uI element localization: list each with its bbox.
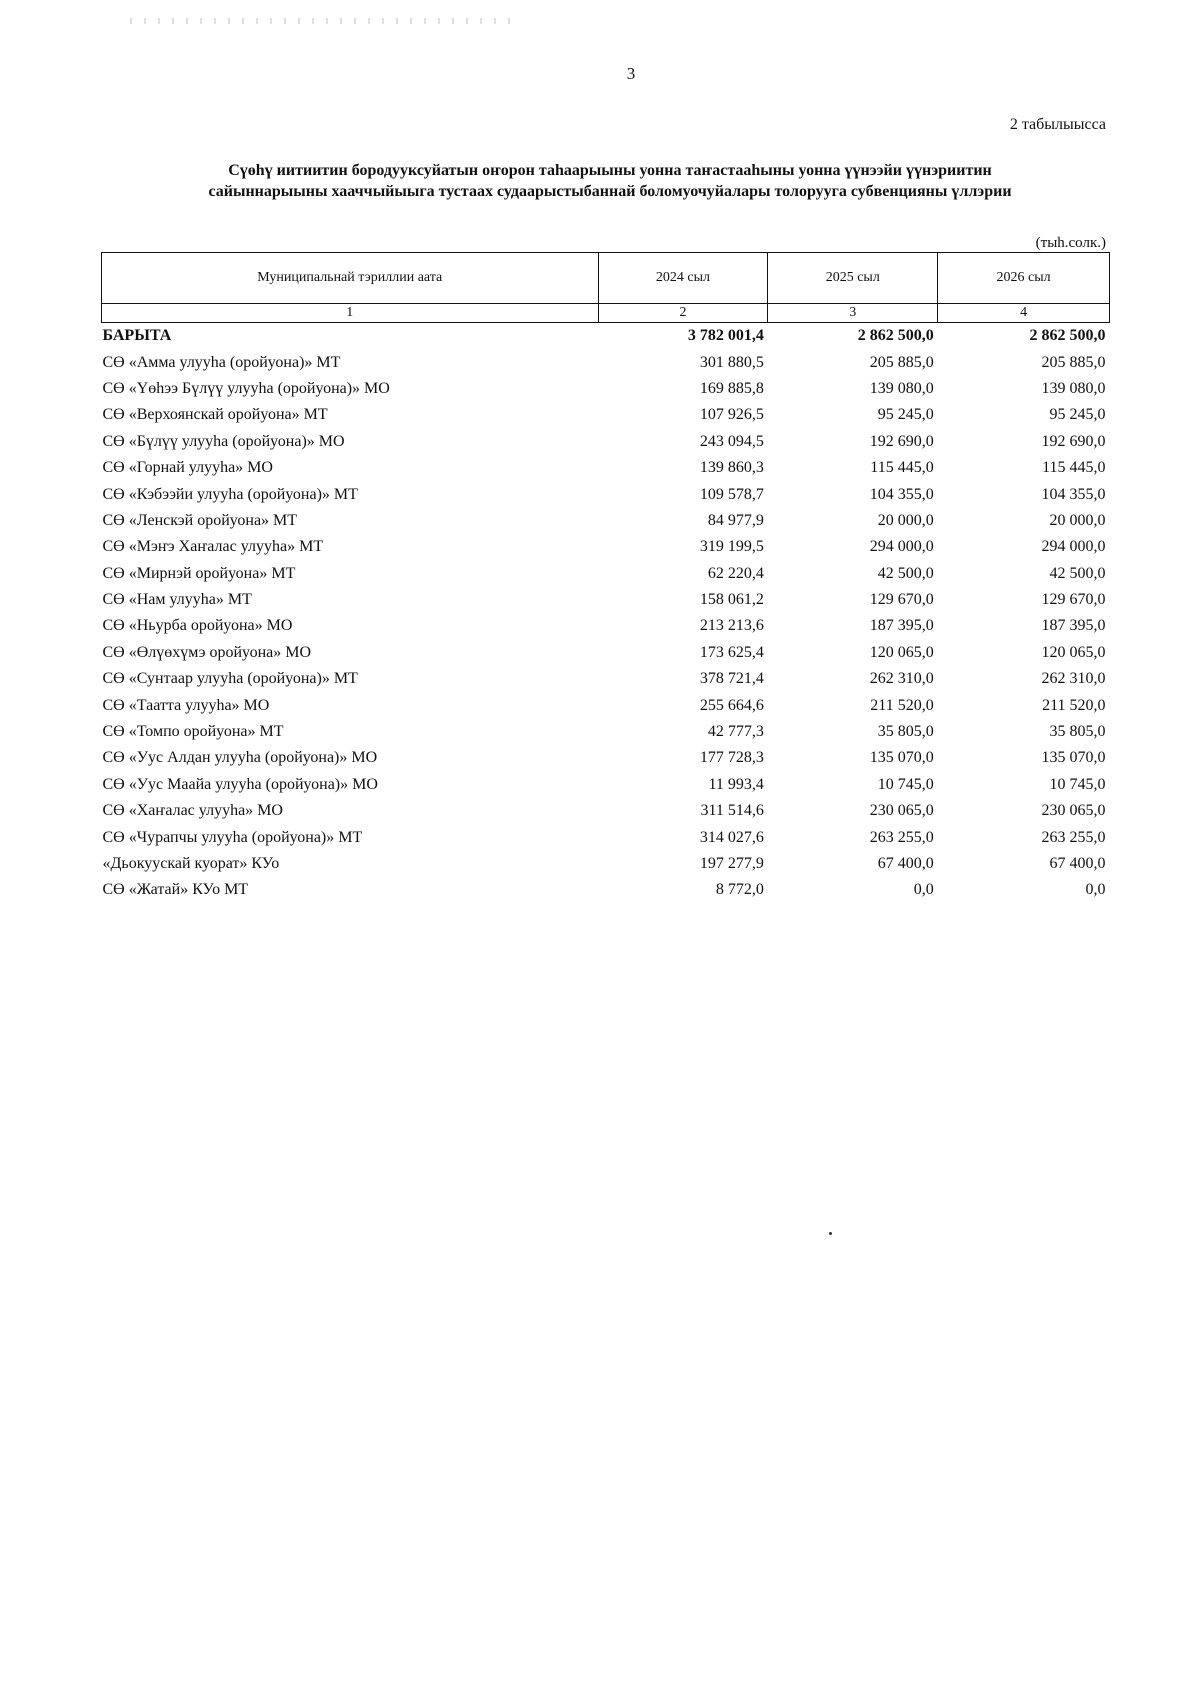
table-body [102, 323, 1110, 904]
value-2025: 0,0 [913, 881, 934, 899]
table-row [102, 402, 1110, 428]
value-2024: 197 277,9 [699, 855, 764, 872]
table-header-row [102, 253, 1110, 304]
value-2025: 192 690,0 [869, 432, 934, 450]
value-2026: 35 805,0 [1049, 723, 1106, 741]
municipality-name: СӨ «Таатта улууһа» МО [102, 696, 270, 714]
value-2026: 120 065,0 [1041, 643, 1106, 661]
value-2026: 20 000,0 [1049, 511, 1106, 529]
value-2025: 263 255,0 [869, 828, 934, 846]
value-2025: 187 395,0 [869, 617, 934, 635]
value-2026: 129 670,0 [1041, 591, 1106, 609]
total-2026: 2 862 500,0 [1029, 327, 1106, 345]
value-2025: 230 065,0 [869, 802, 934, 820]
value-2026: 0,0 [1085, 881, 1106, 899]
value-2025: 67 400,0 [877, 855, 934, 872]
value-2024: 109 578,7 [699, 485, 764, 503]
column-number: 1 [102, 304, 599, 323]
scan-artifact-dots [130, 18, 510, 24]
value-2026: 10 745,0 [1049, 775, 1106, 793]
total-2024: 3 782 001,4 [687, 327, 764, 345]
value-2026: 294 000,0 [1041, 538, 1106, 556]
municipality-name: СӨ «Томпо оройуона» МТ [102, 723, 284, 741]
table-row [102, 666, 1110, 692]
municipality-name: СӨ «Уус Алдан улууһа (оройуона)» МО [102, 749, 378, 767]
table-row [102, 429, 1110, 455]
value-2024: 301 880,5 [699, 353, 764, 371]
table-row [102, 481, 1110, 507]
value-2025: 129 670,0 [869, 591, 934, 609]
value-2025: 205 885,0 [869, 353, 934, 371]
total-label: БАРЫТА [102, 327, 172, 345]
table-row [102, 877, 1110, 903]
municipality-name: СӨ «Хаҥалас улууһа» МО [102, 802, 283, 820]
value-2024: 314 027,6 [699, 828, 764, 846]
scan-artifact-mark [829, 1232, 832, 1235]
value-2024: 311 514,6 [700, 802, 764, 820]
value-2025: 104 355,0 [869, 485, 934, 503]
column-number: 4 [938, 304, 1110, 323]
column-number: 3 [768, 304, 938, 323]
value-2024: 107 926,5 [699, 406, 764, 424]
value-2024: 243 094,5 [699, 432, 764, 450]
municipality-name: СӨ «Сунтаар улууһа (оройуона)» МТ [102, 670, 358, 688]
title-line-1: Сүөһү иитиитин бородууксуйатын оҥорон таһаарыыны уонна таҥастааһыны уонна үүнээйи үүнэриитин [228, 162, 992, 179]
table-row [102, 349, 1110, 375]
table-row [102, 798, 1110, 824]
value-2024: 173 625,4 [699, 643, 764, 661]
value-2024: 11 993,4 [708, 775, 764, 793]
value-2025: 262 310,0 [869, 670, 934, 688]
total-2025: 2 862 500,0 [857, 327, 934, 345]
value-2024: 169 885,8 [699, 379, 764, 397]
table-row [102, 640, 1110, 666]
subsidy-table [101, 252, 1110, 904]
municipality-name: СӨ «Верхоянскай оройуона» МТ [102, 406, 328, 424]
table-row [102, 772, 1110, 798]
value-2025: 135 070,0 [869, 749, 934, 767]
municipality-name: СӨ «Кэбээйи улууһа (оройуона)» МТ [102, 485, 358, 503]
municipality-name: СӨ «Чурапчы улууһа (оройуона)» МТ [102, 828, 363, 846]
table-row [102, 745, 1110, 771]
value-2024: 62 220,4 [707, 564, 764, 582]
municipality-name: СӨ «Ленскэй оройуона» МТ [102, 511, 298, 529]
value-2026: 187 395,0 [1041, 617, 1106, 635]
table-row [102, 692, 1110, 718]
value-2026: 42 500,0 [1049, 564, 1106, 582]
table-row [102, 587, 1110, 613]
value-2024: 139 860,3 [699, 459, 764, 477]
table-row [102, 508, 1110, 534]
value-2026: 67 400,0 [1049, 855, 1106, 872]
value-2026: 211 520,0 [1042, 696, 1106, 714]
value-2026: 230 065,0 [1041, 802, 1106, 820]
municipality-name: СӨ «Амма улууһа (оройуона)» МТ [102, 353, 341, 371]
appendix-label: 2 табылыысса [1009, 116, 1106, 133]
value-2026: 205 885,0 [1041, 353, 1106, 371]
page-number: 3 [626, 64, 636, 83]
value-2025: 95 245,0 [877, 406, 934, 424]
value-2026: 262 310,0 [1041, 670, 1106, 688]
municipality-name: СӨ «Мирнэй оройуона» МТ [102, 564, 296, 582]
value-2024: 84 977,9 [707, 511, 764, 529]
column-number: 2 [598, 304, 768, 323]
value-2025: 10 745,0 [877, 775, 934, 793]
municipality-name: СӨ «Бүлүү улууһа (оройуона)» МО [102, 432, 345, 450]
value-2025: 294 000,0 [869, 538, 934, 556]
value-2026: 95 245,0 [1049, 406, 1106, 424]
value-2024: 158 061,2 [699, 591, 764, 609]
municipality-name: СӨ «Үөһээ Бүлүү улууһа (оройуона)» МО [102, 379, 390, 397]
value-2025: 115 445,0 [870, 459, 934, 477]
value-2025: 120 065,0 [869, 643, 934, 661]
header-year-2024: 2024 сыл [598, 253, 768, 304]
value-2025: 211 520,0 [870, 696, 934, 714]
municipality-name: СӨ «Нам улууһа» МТ [102, 591, 252, 609]
table-row [102, 719, 1110, 745]
municipality-name: СӨ «Өлүөхүмэ оройуона» МО [102, 643, 312, 661]
value-2025: 42 500,0 [877, 564, 934, 582]
value-2024: 255 664,6 [699, 696, 764, 714]
municipality-name: СӨ «Уус Маайа улууһа (оройуона)» МО [102, 775, 378, 793]
value-2024: 319 199,5 [699, 538, 764, 556]
value-2026: 263 255,0 [1041, 828, 1106, 846]
header-municipality: Муниципальнай тэриллии аата [102, 253, 599, 304]
value-2026: 135 070,0 [1041, 749, 1106, 767]
value-2024: 42 777,3 [707, 723, 764, 741]
value-2024: 8 772,0 [715, 881, 764, 899]
value-2024: 213 213,6 [699, 617, 764, 635]
header-year-2026: 2026 сыл [938, 253, 1110, 304]
municipality-name: СӨ «Мэҥэ Хаҥалас улууһа» МТ [102, 538, 324, 556]
total-row [102, 323, 1110, 350]
table-row [102, 613, 1110, 639]
table-row [102, 851, 1110, 877]
value-2026: 139 080,0 [1041, 379, 1106, 397]
value-2025: 35 805,0 [877, 723, 934, 741]
value-2024: 378 721,4 [699, 670, 764, 688]
value-2026: 104 355,0 [1041, 485, 1106, 503]
municipality-name: СӨ «Жатай» КУо МТ [102, 881, 249, 899]
value-2025: 20 000,0 [877, 511, 934, 529]
units-label: (тыһ.солк.) [1035, 235, 1106, 251]
table-row [102, 561, 1110, 587]
table-row [102, 824, 1110, 850]
municipality-name: СӨ «Ньурба оройуона» МО [102, 617, 293, 635]
table-row [102, 534, 1110, 560]
value-2024: 177 728,3 [699, 749, 764, 767]
table-row [102, 376, 1110, 402]
municipality-name: «Дьокуускай куорат» КУо [102, 855, 280, 872]
value-2026: 192 690,0 [1041, 432, 1106, 450]
table-row [102, 455, 1110, 481]
header-year-2025: 2025 сыл [768, 253, 938, 304]
column-number-row [102, 304, 1110, 323]
title-line-2: сайыннарыыны хааччыйыыга тустаах судаарыстыбаннай боломуочуйалары толорууга субвенцияны үллэрии [208, 183, 1012, 200]
value-2026: 115 445,0 [1042, 459, 1106, 477]
document-title [110, 160, 1110, 202]
value-2025: 139 080,0 [869, 379, 934, 397]
municipality-name: СӨ «Горнай улууһа» МО [102, 459, 273, 477]
